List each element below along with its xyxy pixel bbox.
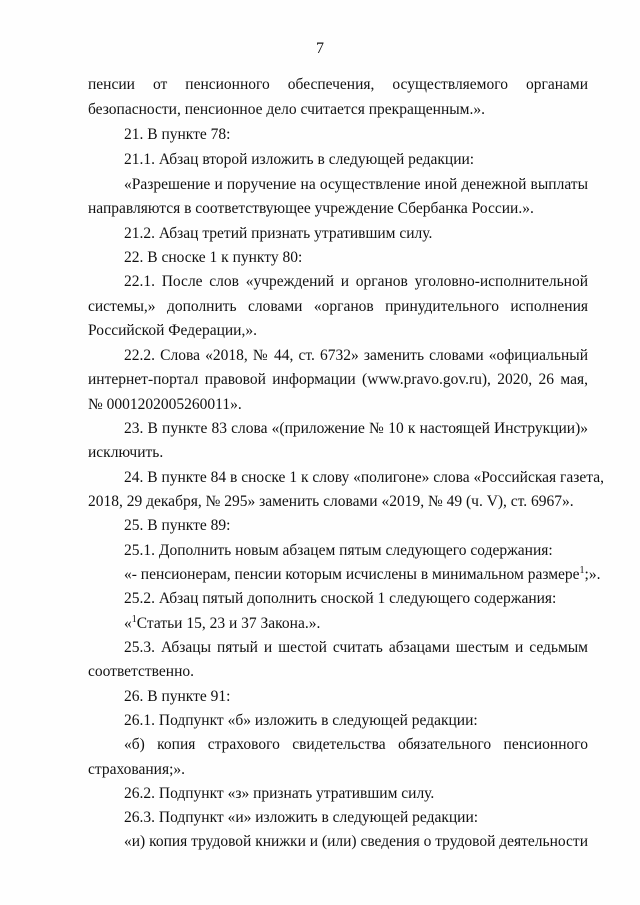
text-line: соответственно.: [88, 663, 194, 680]
text-fragment: «- пенсионерам, пенсии которым исчислены в минимальном размере: [124, 566, 580, 583]
text-line: 26.3. Подпункт «и» изложить в следующей редакции:: [124, 809, 479, 826]
text-line: безопасности, пенсионное дело считается прекращенным.».: [88, 101, 485, 118]
text-line: 22. В сноске 1 к пункту 80:: [124, 249, 303, 266]
text-line: 23. В пункте 83 слова «(приложение № 10 к настоящей Инструкции)»: [124, 420, 588, 437]
text-line: 25. В пункте 89:: [124, 517, 231, 534]
text-line: 21.1. Абзац второй изложить в следующей редакции:: [124, 151, 475, 168]
text-line: направляются в соответствующее учреждение Сбербанка России.».: [88, 200, 534, 217]
footnote-marker: 1: [579, 564, 585, 576]
text-line: 21.2. Абзац третий признать утратившим силу.: [124, 225, 433, 242]
text-line: 25.2. Абзац пятый дополнить сноской 1 следующего содержания:: [124, 590, 557, 607]
text-line: системы,» дополнить словами «органов принудительного исполнения: [88, 298, 588, 315]
text-line: пенсии от пенсионного обеспечения, осуществляемого органами: [88, 76, 588, 93]
text-line: [124, 565, 600, 585]
text-line: 21. В пункте 78:: [124, 126, 231, 143]
page-number: 7: [316, 40, 324, 57]
text-line: «Разрешение и поручение на осуществление иной денежной выплаты: [124, 176, 588, 193]
text-fragment: ;».: [584, 566, 601, 583]
text-fragment: Статьи 15, 23 и 37 Закона.».: [136, 615, 321, 632]
text-line: 24. В пункте 84 в сноске 1 к слову «полигоне» слова «Российская газета,: [124, 469, 604, 486]
text-line: 22.1. После слов «учреждений и органов уголовно-исполнительной: [124, 273, 588, 290]
text-line: 26. В пункте 91:: [124, 688, 231, 705]
footnote-marker: 1: [131, 613, 137, 625]
text-line: Российской Федерации,».: [88, 322, 257, 339]
text-line: страхования;».: [88, 761, 186, 778]
text-line: 25.3. Абзацы пятый и шестой считать абзацами шестым и седьмым: [124, 639, 588, 656]
text-line: «б) копия страхового свидетельства обязательного пенсионного: [124, 736, 588, 753]
text-line: № 0001202005260011».: [88, 396, 242, 413]
text-line: [124, 614, 320, 634]
text-line: «и) копия трудовой книжки и (или) сведения о трудовой деятельности: [124, 833, 588, 850]
text-line: 26.2. Подпункт «з» признать утратившим силу.: [124, 785, 435, 802]
text-line: интернет-портал правовой информации (www.pravo.gov.ru), 2020, 26 мая,: [88, 371, 588, 388]
text-line: 22.2. Слова «2018, № 44, ст. 6732» заменить словами «официальный: [124, 347, 588, 364]
text-line: 2018, 29 декабря, № 295» заменить словами «2019, № 49 (ч. V), ст. 6967».: [88, 493, 574, 510]
text-fragment: «: [124, 615, 132, 632]
text-line: 25.1. Дополнить новым абзацем пятым следующего содержания:: [124, 542, 553, 559]
text-line: 26.1. Подпункт «б» изложить в следующей редакции:: [124, 712, 478, 729]
text-line: исключить.: [88, 444, 164, 461]
